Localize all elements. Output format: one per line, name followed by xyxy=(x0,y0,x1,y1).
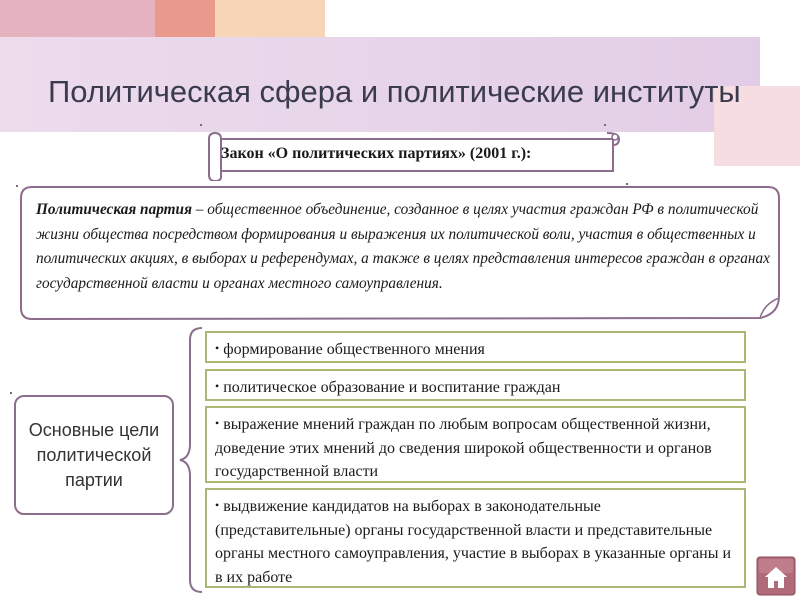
decor-dot xyxy=(16,185,18,187)
home-button[interactable] xyxy=(756,556,796,596)
goal-text: выдвижение кандидатов на выборах в законодательные (представительные) органы государственной власти и представительные органы местного самоуправления, участие в выборах в указанные органы и в их работе xyxy=(215,498,732,586)
slide-title: Политическая сфера и политические институты xyxy=(48,74,741,109)
bullet: • xyxy=(215,341,220,355)
decor-dot xyxy=(10,392,12,394)
goal-item xyxy=(205,369,746,401)
bullet: • xyxy=(215,498,220,512)
decor-dot xyxy=(626,183,628,185)
goal-text: выражение мнений граждан по любым вопросам общественной жизни, доведение этих мнений до сведения широкой общественности и органов государственной власти xyxy=(215,416,712,480)
definition-body: – общественное объединение, созданное в целях участия граждан РФ в политической жизни общества посредством формирования и выражения их политической воли, участия в общественных и политических акциях, в выборах и референдумах, а также в целях представления интересов граждан в органах государственной власти и органах местного самоуправления. xyxy=(36,201,770,292)
definition-term: Политическая партия xyxy=(36,201,192,218)
decor-dot xyxy=(604,124,606,126)
law-heading: Закон «О политических партиях» (2001 г.): xyxy=(221,145,532,162)
goal-item xyxy=(205,406,746,483)
goal-text: политическое образование и воспитание граждан xyxy=(223,379,561,396)
decor-dot xyxy=(200,124,202,126)
definition-box xyxy=(20,186,780,320)
goal-item xyxy=(205,331,746,363)
home-icon xyxy=(756,556,796,596)
definition-text xyxy=(36,198,774,296)
bullet: • xyxy=(215,416,220,430)
goal-item xyxy=(205,488,746,588)
brace xyxy=(178,326,204,594)
goals-label: Основные цели политической партии xyxy=(14,395,174,515)
law-heading-scroll xyxy=(201,131,625,181)
goal-text: формирование общественного мнения xyxy=(223,341,485,358)
bullet: • xyxy=(215,379,220,393)
